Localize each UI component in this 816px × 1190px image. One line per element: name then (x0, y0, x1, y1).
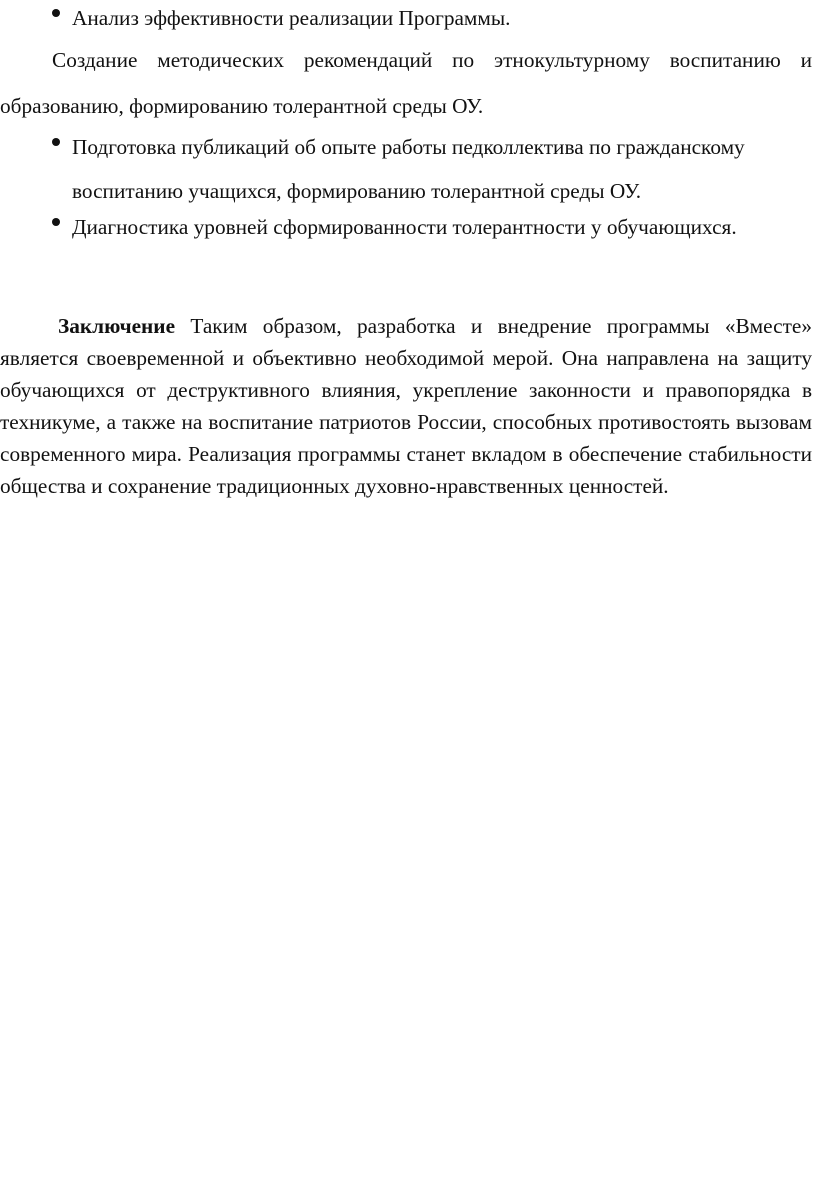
paragraph-recommendations (0, 37, 812, 129)
list-item-text: Анализ эффективности реализации Программы. (72, 6, 511, 30)
conclusion-text: Таким образом, разработка и внедрение программы «Вместе» является своевременной и объективно необходимой мерой. Она направлена на защиту обучающихся от деструктивного влияния, укрепление законности и правопорядка в техникуме, а также на воспитание патриотов России, способных противостоять вызовам современного мира. Реализация программы станет вкладом в обеспечение стабильности общества и сохранение традиционных духовно-нравственных ценностей. (0, 314, 812, 498)
list-item (44, 0, 812, 40)
paragraph-text: Создание методических рекомендаций по этнокультурному воспитанию и образованию, формированию толерантной среды ОУ. (0, 48, 812, 118)
bullet-icon (52, 9, 60, 17)
list-item (44, 125, 812, 213)
list-item-text: Подготовка публикаций об опыте работы педколлектива по гражданскому воспитанию учащихся, формированию толерантной среды ОУ. (72, 135, 745, 203)
conclusion-heading: Заключение (58, 314, 176, 338)
list-item (44, 205, 812, 249)
bullet-icon (52, 138, 60, 146)
list-item-text: Диагностика уровней сформированности толерантности у обучающихся. (72, 215, 737, 239)
bullet-icon (52, 218, 60, 226)
conclusion-paragraph (0, 310, 812, 502)
